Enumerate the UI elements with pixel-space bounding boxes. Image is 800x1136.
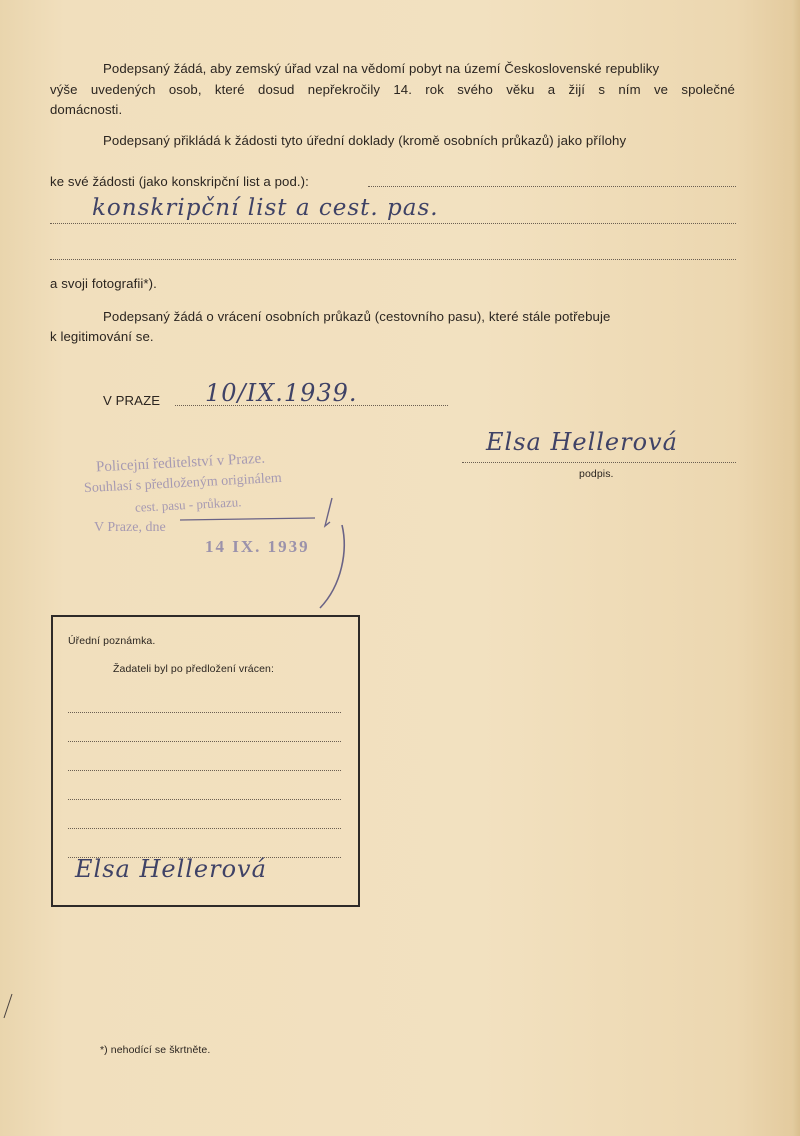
note-line-1 (68, 712, 341, 713)
stamp-line-3: cest. pasu - průkazu. (134, 494, 242, 515)
paragraph-2-line-3: a svoji fotografii*). (50, 276, 157, 291)
stamp-date: 14 IX. 1939 (205, 537, 310, 556)
signature-label: podpis. (579, 468, 614, 480)
attachments-dotted-line-1 (368, 186, 736, 187)
stamp-line-2: Souhlasí s předloženým originálem (83, 470, 283, 497)
stamp-initial-scribble (80, 490, 360, 620)
attachments-dotted-line-2 (50, 223, 736, 224)
paragraph-3-line-2: k legitimování se. (50, 329, 154, 344)
paragraph-1-line-3: domácnosti. (50, 102, 123, 117)
attachments-dotted-line-3 (50, 259, 736, 260)
signature-dotted-line (462, 462, 736, 463)
stamp-line-4: V Praze, dne (94, 520, 166, 535)
handwritten-date: 10/IX.1939. (205, 379, 358, 407)
paragraph-3-line-1: Podepsaný žádá o vrácení osobních průkazů (cestovního pasu), které stále potřebuje (103, 309, 611, 324)
paragraph-2-line-1: Podepsaný přikládá k žádosti tyto úřední doklady (kromě osobních průkazů) jako přílohy (103, 133, 627, 148)
paragraph-1-line-2: výše uvedených osob, které dosud nepřekročily 14. rok svého věku a žijí s ním ve společné (50, 82, 735, 97)
official-note-box (51, 615, 360, 907)
stamp-line-1: Policejní ředitelství v Praze. (95, 450, 266, 476)
note-line-4 (68, 799, 341, 800)
paragraph-1-line-1: Podepsaný žádá, aby zemský úřad vzal na vědomí pobyt na území Československé republiky (103, 61, 660, 76)
place-label: V PRAZE (103, 393, 161, 408)
footnote: *) nehodící se škrtněte. (100, 1044, 211, 1056)
handwritten-attachments: konskripční list a cest. pas. (92, 195, 439, 221)
paper-edge (792, 0, 800, 1136)
official-note-title: Úřední poznámka. (68, 635, 156, 647)
note-line-5 (68, 828, 341, 829)
official-note-subtitle: Žadateli byl po předložení vrácen: (113, 663, 274, 675)
note-line-3 (68, 770, 341, 771)
margin-mark (0, 990, 20, 1030)
note-line-2 (68, 741, 341, 742)
paragraph-2-line-2: ke své žádosti (jako konskripční list a pod.): (50, 174, 309, 189)
box-signature: Elsa Hellerová (75, 855, 267, 883)
handwritten-signature: Elsa Hellerová (486, 428, 678, 456)
